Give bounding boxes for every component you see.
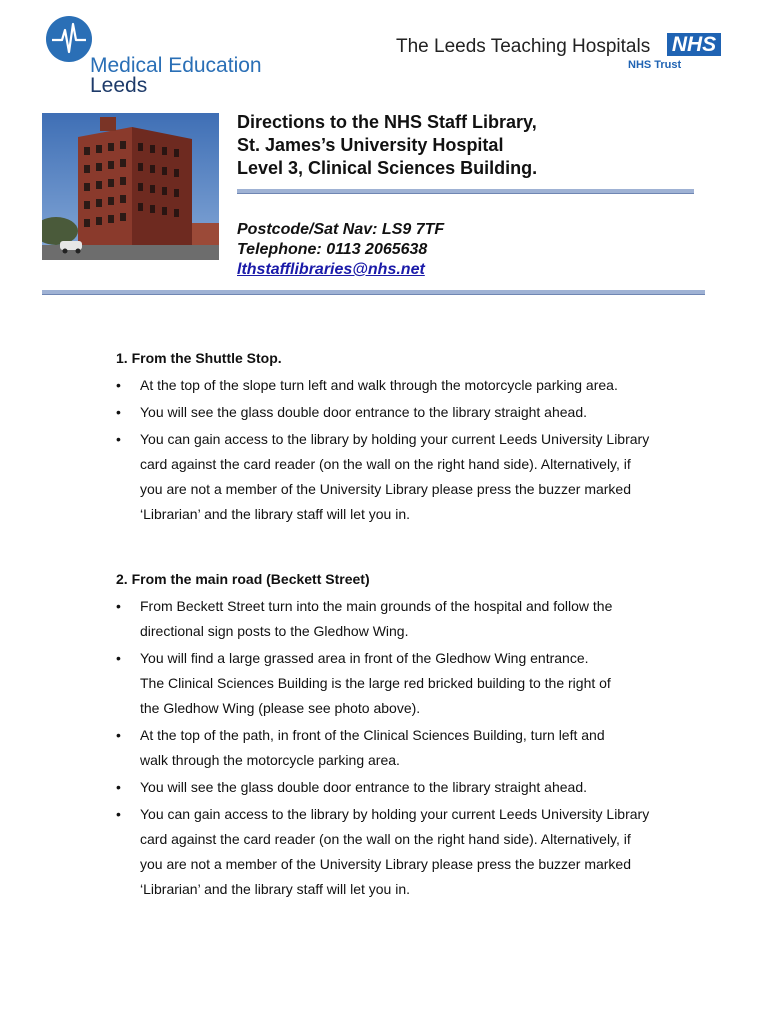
nhs-logo: NHS (667, 33, 721, 56)
title-divider (237, 189, 694, 194)
list-item: • You can gain access to the library by holding your current Leeds University Library card against the card reader (on the wall on the right hand side). Alternatively, if you are not a member of the University Library please press the buzzer marked ‘Librarian’ and the library staff will let you in. (116, 802, 736, 902)
bullet-icon: • (116, 806, 121, 822)
title-line-1: Directions to the NHS Staff Library, (237, 112, 537, 132)
bullet-icon: • (116, 727, 121, 743)
nhs-trust-label: NHS Trust (628, 59, 682, 71)
list-item: • At the top of the slope turn left and walk through the motorcycle parking area. (116, 373, 736, 398)
list-item: • At the top of the path, in front of the Clinical Sciences Building, turn left and walk through the motorcycle parking area. (116, 723, 736, 773)
section-shuttle-stop (116, 346, 736, 529)
bullet-icon: • (116, 431, 121, 447)
list-item: • From Beckett Street turn into the main grounds of the hospital and follow the directional sign posts to the Gledhow Wing. (116, 594, 736, 644)
bullet-icon: • (116, 404, 121, 420)
header-divider (42, 290, 705, 295)
email-link[interactable]: lthstafflibraries@nhs.net (237, 261, 425, 278)
postcode-text: Postcode/Sat Nav: LS9 7TF (237, 221, 445, 238)
list-item: • You will find a large grassed area in front of the Gledhow Wing entrance. The Clinical Sciences Building is the large red bricked building to the right of the Gledhow Wing (please see photo above). (116, 646, 736, 721)
directions-list (116, 594, 736, 902)
title-line-2: St. James’s University Hospital (237, 135, 504, 155)
section-main-road (116, 567, 736, 904)
list-item: • You can gain access to the library by holding your current Leeds University Library card against the card reader (on the wall on the right hand side). Alternatively, if you are not a member of the University Library please press the buzzer marked ‘Librarian’ and the library staff will let you in. (116, 427, 736, 527)
list-item: • You will see the glass double door entrance to the library straight ahead. (116, 775, 736, 800)
leeds-logo-text: Leeds (90, 74, 148, 97)
section-title: 2. From the main road (Beckett Street) (116, 571, 370, 587)
bullet-icon: • (116, 598, 121, 614)
directions-list (116, 373, 736, 527)
clinical-sciences-building-photo (42, 113, 219, 260)
list-item: • You will see the glass double door entrance to the library straight ahead. (116, 400, 736, 425)
telephone-text: Telephone: 0113 2065638 (237, 241, 428, 258)
medical-education-logo-text: Medical Education (90, 54, 262, 77)
bullet-icon: • (116, 650, 121, 666)
bullet-icon: • (116, 779, 121, 795)
contact-details (237, 220, 444, 280)
title-line-3: Level 3, Clinical Sciences Building. (237, 158, 538, 178)
page-title (237, 111, 537, 180)
section-title: 1. From the Shuttle Stop. (116, 350, 282, 366)
lth-logo-text: The Leeds Teaching Hospitals (396, 36, 651, 57)
medical-education-logo-icon (46, 16, 92, 62)
bullet-icon: • (116, 377, 121, 393)
